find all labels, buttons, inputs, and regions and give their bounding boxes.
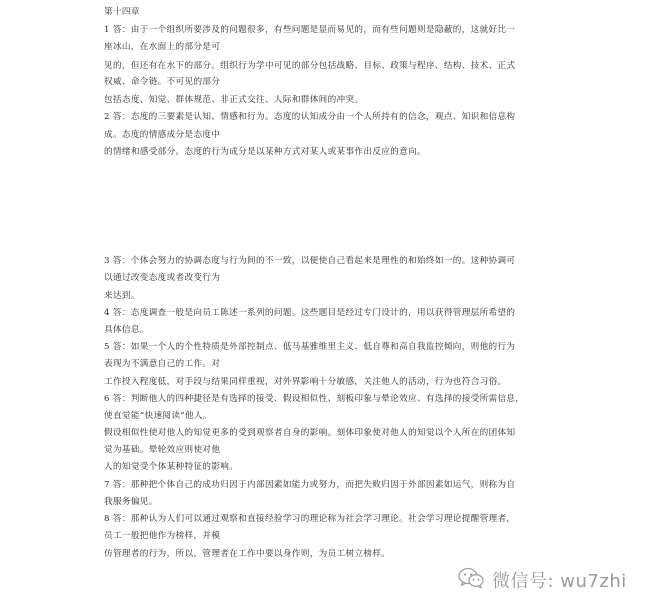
wechat-watermark [458,567,627,593]
text-line: 我服务偏见。 [104,497,158,507]
text-line: 座冰山，在水面上的部分是可 [104,42,221,52]
text-line: 包括态度、知觉、群体规范、非正式交往、人际和群体间的冲突。 [104,95,364,105]
text-line: 工作投入程度低，对手段与结果同样重视，对外界影响十分敏感，关注他人的活动，行为也符合习俗。 [104,377,507,387]
text-line: 1 答：由于一个组织所要涉及的问题很多，有些问题是显而易见的，而有些问题则是隐蔽的，这就好比一 [104,25,516,35]
text-line: 的情绪和感受部分。态度的行为成分是以某种方式对某人或某事作出反应的意向。 [104,147,426,157]
text-line: 8 答：那种认为人们可以通过观察和直接经验学习的理论称为社会学习理论。社会学习理论提醒管理者， [104,514,516,524]
text-line: 觉为基础。晕轮效应则使对他 [104,445,221,455]
text-line: 权威、命令链。不可见的部分 [104,77,221,87]
text-line: 7 答：那种把个体自己的成功归因于内部因素如能力或努力，而把失败归因于外部因素如运气，则称为自 [104,480,516,490]
text-line: 员工一般把他作为榜样，并模 [104,531,221,541]
text-line: 5 答：如果一个人的个性特质是外部控制点、低马基雅维里主义、低自尊和高自我监控倾向，则他的行为 [104,342,516,352]
text-line: 表现为不满意自己的工作。对 [104,359,221,369]
text-line: 见的，但还有在水下的部分。组织行为学中可见的部分包括战略、目标、政策与程序、结构、技术、正式 [104,61,516,71]
chapter-title: 第十四章 [104,7,140,17]
text-line: 以通过改变态度或者改变行为 [104,273,221,283]
text-line: 仿管理者的行为，所以，管理者在工作中要以身作则，为员工树立榜样。 [104,549,391,559]
text-line: 6 答：判断他人的四种捷径是有选择的接受、假设相似性、刻板印象与晕论效应、有选择的接受所需信息， [104,394,525,404]
watermark-text: 微信号: wu7zhi [492,571,627,592]
wechat-icon [458,567,492,594]
text-line: 使直觉能“快速阅读”他人。 [104,411,212,421]
text-line: 2 答：态度的三要素是认知、情感和行为。态度的认知成分由一个人所持有的信念，观点、知识和信息构 [104,112,516,122]
text-line: 4 答：态度调查一般是向员工陈述一系列的问题。这些题目是经过专门设计的，用以获得管理层所希望的 [104,308,516,318]
text-line: 人的知觉受个体某种特征的影响。 [104,462,239,472]
text-line: 成。态度的情感成分是态度中 [104,130,221,140]
text-line: 3 答：个体会努力的协调态度与行为间的不一致，以便使自己看起来是理性的和始终如一的。这种协调可 [104,256,516,266]
text-line: 假设相似性使对他人的知觉更多的受到观察者自身的影响。刻体印象使对他人的知觉以个人所在的团体知 [104,428,516,438]
text-line: 来达到。 [104,291,140,301]
text-line: 具体信息。 [104,325,149,335]
